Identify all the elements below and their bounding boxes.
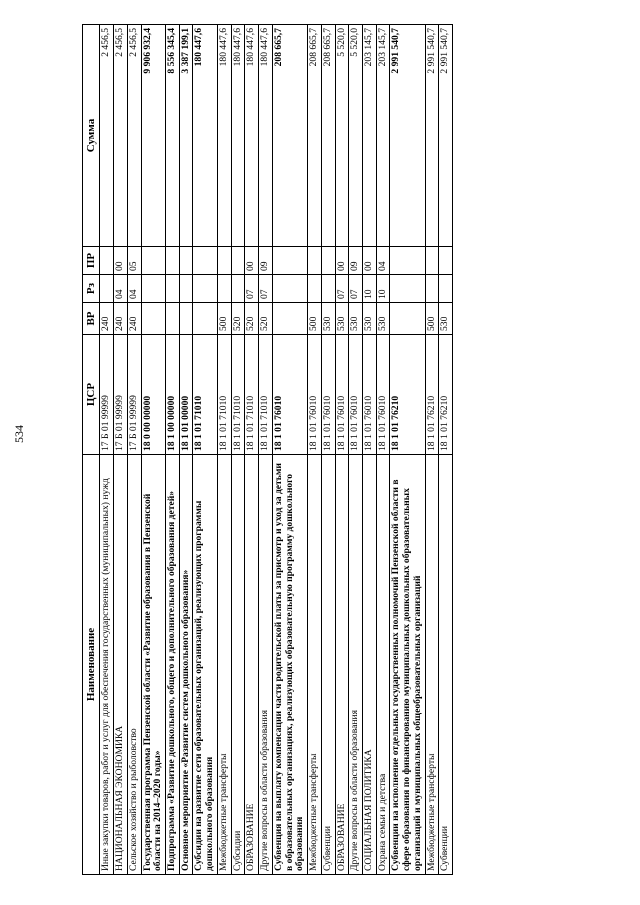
header-sum: Сумма: [83, 25, 100, 247]
table-row: [308, 25, 322, 875]
cell-vr: 240: [127, 303, 141, 335]
table-row: [335, 25, 349, 875]
table-row: [141, 25, 165, 875]
cell-rz: [321, 275, 335, 303]
rotated-table-container: [82, 25, 562, 875]
cell-vr: [179, 303, 193, 335]
cell-name: Другие вопросы в области образования: [259, 455, 273, 875]
cell-vr: 530: [321, 303, 335, 335]
cell-sum: 180 447,6: [231, 25, 245, 247]
cell-pr: 00: [114, 247, 128, 275]
cell-rz: [439, 275, 453, 303]
cell-name: Другие вопросы в области образования: [349, 455, 363, 875]
cell-pr: [179, 247, 193, 275]
cell-csr: 18 1 01 71010: [217, 335, 231, 455]
cell-vr: 500: [308, 303, 322, 335]
cell-sum: 8 556 345,4: [165, 25, 179, 247]
cell-sum: 180 447,6: [217, 25, 231, 247]
cell-vr: [390, 303, 425, 335]
cell-rz: 10: [363, 275, 377, 303]
table-row: [127, 25, 141, 875]
cell-vr: 530: [363, 303, 377, 335]
cell-pr: 00: [335, 247, 349, 275]
cell-pr: 09: [349, 247, 363, 275]
table-row: [217, 25, 231, 875]
cell-vr: 520: [231, 303, 245, 335]
cell-rz: [272, 275, 307, 303]
cell-csr: 18 1 01 76010: [272, 335, 307, 455]
cell-pr: [308, 247, 322, 275]
cell-vr: [165, 303, 179, 335]
page-number: 534: [12, 425, 26, 443]
cell-csr: 18 1 01 76010: [376, 335, 390, 455]
cell-name: Охрана семьи и детства: [376, 455, 390, 875]
cell-pr: [193, 247, 217, 275]
cell-vr: 240: [114, 303, 128, 335]
cell-rz: 07: [245, 275, 259, 303]
cell-pr: [217, 247, 231, 275]
cell-name: Субсидии: [231, 455, 245, 875]
cell-sum: 180 447,6: [259, 25, 273, 247]
cell-sum: 3 387 199,1: [179, 25, 193, 247]
cell-sum: 5 520,0: [335, 25, 349, 247]
cell-sum: 2 991 540,7: [439, 25, 453, 247]
table-row: [390, 25, 425, 875]
cell-name: Субвенции на исполнение отдельных государственных полномочий Пензенской области в сфере образования по финансированию муниципальных дошкольных образовательных организаций и муниципальных общеобразовательных организаций: [390, 455, 425, 875]
cell-sum: 2 456,5: [114, 25, 128, 247]
cell-csr: 18 1 00 00000: [165, 335, 179, 455]
cell-name: Субвенции: [439, 455, 453, 875]
header-csr: ЦСР: [83, 335, 100, 455]
cell-sum: 5 520,0: [349, 25, 363, 247]
table-row: [245, 25, 259, 875]
cell-pr: [439, 247, 453, 275]
cell-rz: 10: [376, 275, 390, 303]
cell-name: Субвенции: [321, 455, 335, 875]
cell-name: Сельское хозяйство и рыболовство: [127, 455, 141, 875]
cell-sum: 180 447,6: [245, 25, 259, 247]
cell-pr: [272, 247, 307, 275]
cell-name: Межбюджетные трансферты: [425, 455, 439, 875]
cell-rz: 04: [127, 275, 141, 303]
cell-vr: 530: [349, 303, 363, 335]
cell-rz: 04: [114, 275, 128, 303]
budget-table: [82, 24, 453, 875]
header-vr: ВР: [83, 303, 100, 335]
table-row: [376, 25, 390, 875]
cell-rz: [308, 275, 322, 303]
cell-rz: [425, 275, 439, 303]
cell-csr: 18 1 01 76010: [363, 335, 377, 455]
cell-vr: 500: [425, 303, 439, 335]
cell-rz: [390, 275, 425, 303]
cell-pr: [390, 247, 425, 275]
table-row: [231, 25, 245, 875]
cell-pr: [141, 247, 165, 275]
cell-vr: 520: [259, 303, 273, 335]
cell-csr: 17 Б 01 99999: [114, 335, 128, 455]
cell-name: Субвенция на выплату компенсации части родительской платы за присмотр и уход за детьми в образовательных организациях, реализующих образовательную программу дошкольного образования: [272, 455, 307, 875]
cell-vr: 520: [245, 303, 259, 335]
table-row: [114, 25, 128, 875]
cell-name: ОБРАЗОВАНИЕ: [335, 455, 349, 875]
table-row: [100, 25, 114, 875]
cell-sum: 203 145,7: [363, 25, 377, 247]
cell-sum: 208 665,7: [272, 25, 307, 247]
cell-rz: 07: [349, 275, 363, 303]
header-pr: ПР: [83, 247, 100, 275]
cell-vr: [272, 303, 307, 335]
cell-name: Межбюджетные трансферты: [217, 455, 231, 875]
cell-name: Субсидии на развитие сети образовательных организаций, реализующих программы дошкольного образования: [193, 455, 217, 875]
table-row: [179, 25, 193, 875]
header-name: Наименование: [83, 455, 100, 875]
cell-sum: 208 665,7: [321, 25, 335, 247]
table-row: [193, 25, 217, 875]
table-row: [349, 25, 363, 875]
table-row: [165, 25, 179, 875]
cell-vr: 240: [100, 303, 114, 335]
cell-name: СОЦИАЛЬНАЯ ПОЛИТИКА: [363, 455, 377, 875]
cell-pr: 00: [245, 247, 259, 275]
cell-pr: 09: [259, 247, 273, 275]
cell-csr: 18 0 00 00000: [141, 335, 165, 455]
cell-rz: [217, 275, 231, 303]
cell-pr: [425, 247, 439, 275]
cell-name: Государственная программа Пензенской области «Развитие образования в Пензенской области на 2014–2020 годы»: [141, 455, 165, 875]
cell-csr: 18 1 01 00000: [179, 335, 193, 455]
cell-csr: 18 1 01 71010: [193, 335, 217, 455]
cell-name: Межбюджетные трансферты: [308, 455, 322, 875]
cell-rz: [179, 275, 193, 303]
table-row: [439, 25, 453, 875]
cell-pr: [100, 247, 114, 275]
cell-vr: 530: [439, 303, 453, 335]
cell-sum: 2 991 540,7: [390, 25, 425, 247]
table-row: [259, 25, 273, 875]
cell-pr: 00: [363, 247, 377, 275]
cell-csr: 17 Б 01 99999: [100, 335, 114, 455]
cell-vr: [193, 303, 217, 335]
cell-sum: 2 991 540,7: [425, 25, 439, 247]
cell-pr: [165, 247, 179, 275]
cell-rz: 07: [259, 275, 273, 303]
cell-rz: [141, 275, 165, 303]
cell-sum: 2 456,5: [100, 25, 114, 247]
cell-pr: [231, 247, 245, 275]
cell-name: Иные закупки товаров, работ и услуг для обеспечения государственных (муниципальных) нужд: [100, 455, 114, 875]
table-header-row: [83, 25, 100, 875]
cell-name: НАЦИОНАЛЬНАЯ ЭКОНОМИКА: [114, 455, 128, 875]
cell-vr: [141, 303, 165, 335]
cell-csr: 18 1 01 71010: [245, 335, 259, 455]
cell-vr: 500: [217, 303, 231, 335]
cell-pr: [321, 247, 335, 275]
cell-name: Основное мероприятие «Развитие систем дошкольного образования»: [179, 455, 193, 875]
cell-sum: 208 665,7: [308, 25, 322, 247]
cell-csr: 18 1 01 76010: [308, 335, 322, 455]
cell-rz: 07: [335, 275, 349, 303]
cell-name: ОБРАЗОВАНИЕ: [245, 455, 259, 875]
cell-csr: 18 1 01 71010: [259, 335, 273, 455]
cell-sum: 180 447,6: [193, 25, 217, 247]
cell-csr: 18 1 01 76210: [439, 335, 453, 455]
cell-sum: 2 456,5: [127, 25, 141, 247]
table-body: [100, 25, 453, 875]
cell-csr: 18 1 01 76010: [335, 335, 349, 455]
cell-sum: 203 145,7: [376, 25, 390, 247]
table-row: [425, 25, 439, 875]
cell-vr: 530: [376, 303, 390, 335]
cell-sum: 9 906 932,4: [141, 25, 165, 247]
header-rz: Рз: [83, 275, 100, 303]
table-row: [272, 25, 307, 875]
cell-csr: 18 1 01 71010: [231, 335, 245, 455]
cell-rz: [231, 275, 245, 303]
cell-pr: 04: [376, 247, 390, 275]
cell-rz: [193, 275, 217, 303]
cell-csr: 18 1 01 76210: [425, 335, 439, 455]
cell-rz: [100, 275, 114, 303]
table-row: [321, 25, 335, 875]
cell-rz: [165, 275, 179, 303]
cell-csr: 17 Б 01 99999: [127, 335, 141, 455]
cell-name: Подпрограмма «Развитие дошкольного, общего и дополнительного образования детей»: [165, 455, 179, 875]
cell-csr: 18 1 01 76010: [349, 335, 363, 455]
cell-vr: 530: [335, 303, 349, 335]
cell-csr: 18 1 01 76210: [390, 335, 425, 455]
table-row: [363, 25, 377, 875]
cell-pr: 05: [127, 247, 141, 275]
cell-csr: 18 1 01 76010: [321, 335, 335, 455]
